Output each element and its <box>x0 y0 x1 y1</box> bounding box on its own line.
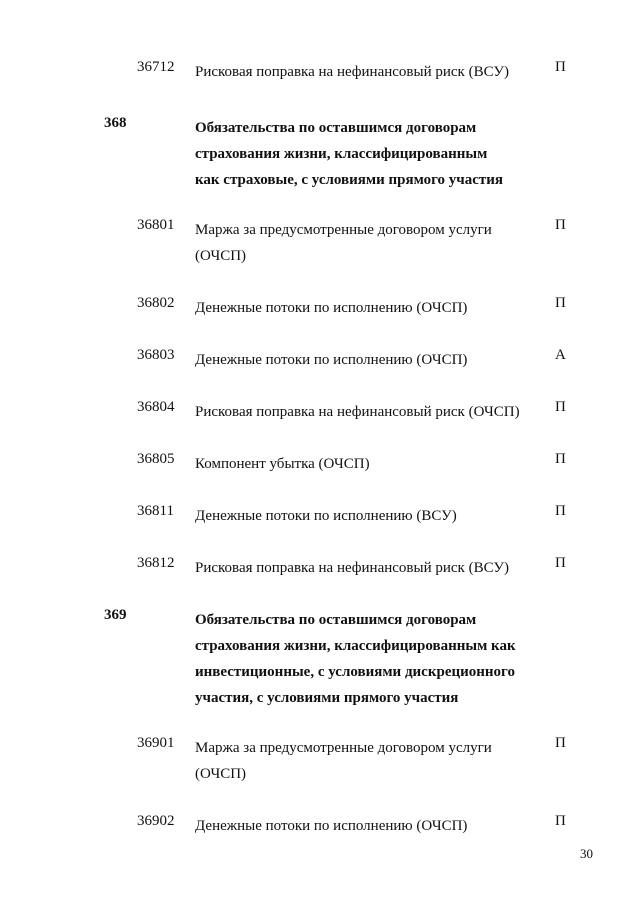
account-name <box>195 555 540 581</box>
name-line: как страховые, с условиями прямого участия <box>195 172 504 188</box>
name-line: Обязательства по оставшимся договорам <box>195 120 477 136</box>
account-name <box>195 295 540 321</box>
name-line: Денежные потоки по исполнению (ОЧСП) <box>195 300 468 316</box>
account-name <box>195 399 540 425</box>
section-code: 368 <box>104 115 127 131</box>
name-line: Маржа за предусмотренные договором услуги <box>195 740 492 756</box>
account-type-flag: П <box>555 399 566 415</box>
account-name <box>195 735 540 787</box>
account-code: 36712 <box>137 59 175 75</box>
name-line: страхования жизни, классифицированным <box>195 146 488 162</box>
account-code: 36801 <box>137 217 175 233</box>
name-line: Обязательства по оставшимся договорам <box>195 612 477 628</box>
account-name <box>195 59 540 85</box>
name-line: страхования жизни, классифицированным как <box>195 638 516 654</box>
account-type-flag: П <box>555 295 566 311</box>
account-code: 36802 <box>137 295 175 311</box>
section-code: 369 <box>104 607 127 623</box>
name-line: Денежные потоки по исполнению (ВСУ) <box>195 508 457 524</box>
name-line: Маржа за предусмотренные договором услуги <box>195 222 492 238</box>
account-type-flag: А <box>555 347 566 363</box>
account-code: 36901 <box>137 735 175 751</box>
name-line: Денежные потоки по исполнению (ОЧСП) <box>195 818 468 834</box>
name-line: Рисковая поправка на нефинансовый риск (ВСУ) <box>195 560 510 576</box>
section-title <box>195 115 540 193</box>
name-line: Рисковая поправка на нефинансовый риск (ОЧСП) <box>195 404 520 420</box>
account-name <box>195 813 540 839</box>
account-code: 36804 <box>137 399 175 415</box>
name-line: участия, с условиями прямого участия <box>195 690 459 706</box>
name-line: (ОЧСП) <box>195 766 247 782</box>
account-name <box>195 217 540 269</box>
account-name <box>195 503 540 529</box>
account-type-flag: П <box>555 59 566 75</box>
account-name <box>195 451 540 477</box>
account-type-flag: П <box>555 735 566 751</box>
name-line: Рисковая поправка на нефинансовый риск (ВСУ) <box>195 64 510 80</box>
account-code: 36902 <box>137 813 175 829</box>
account-type-flag: П <box>555 555 566 571</box>
account-type-flag: П <box>555 217 566 233</box>
account-code: 36805 <box>137 451 175 467</box>
name-line: инвестиционные, с условиями дискреционного <box>195 664 515 680</box>
account-type-flag: П <box>555 451 566 467</box>
account-code: 36811 <box>137 503 174 519</box>
name-line: (ОЧСП) <box>195 248 247 264</box>
page-number: 30 <box>580 846 593 861</box>
account-code: 36803 <box>137 347 175 363</box>
account-code: 36812 <box>137 555 175 571</box>
name-line: Денежные потоки по исполнению (ОЧСП) <box>195 352 468 368</box>
account-name <box>195 347 540 373</box>
account-type-flag: П <box>555 813 566 829</box>
name-line: Компонент убытка (ОЧСП) <box>195 456 370 472</box>
account-type-flag: П <box>555 503 566 519</box>
section-title <box>195 607 540 711</box>
